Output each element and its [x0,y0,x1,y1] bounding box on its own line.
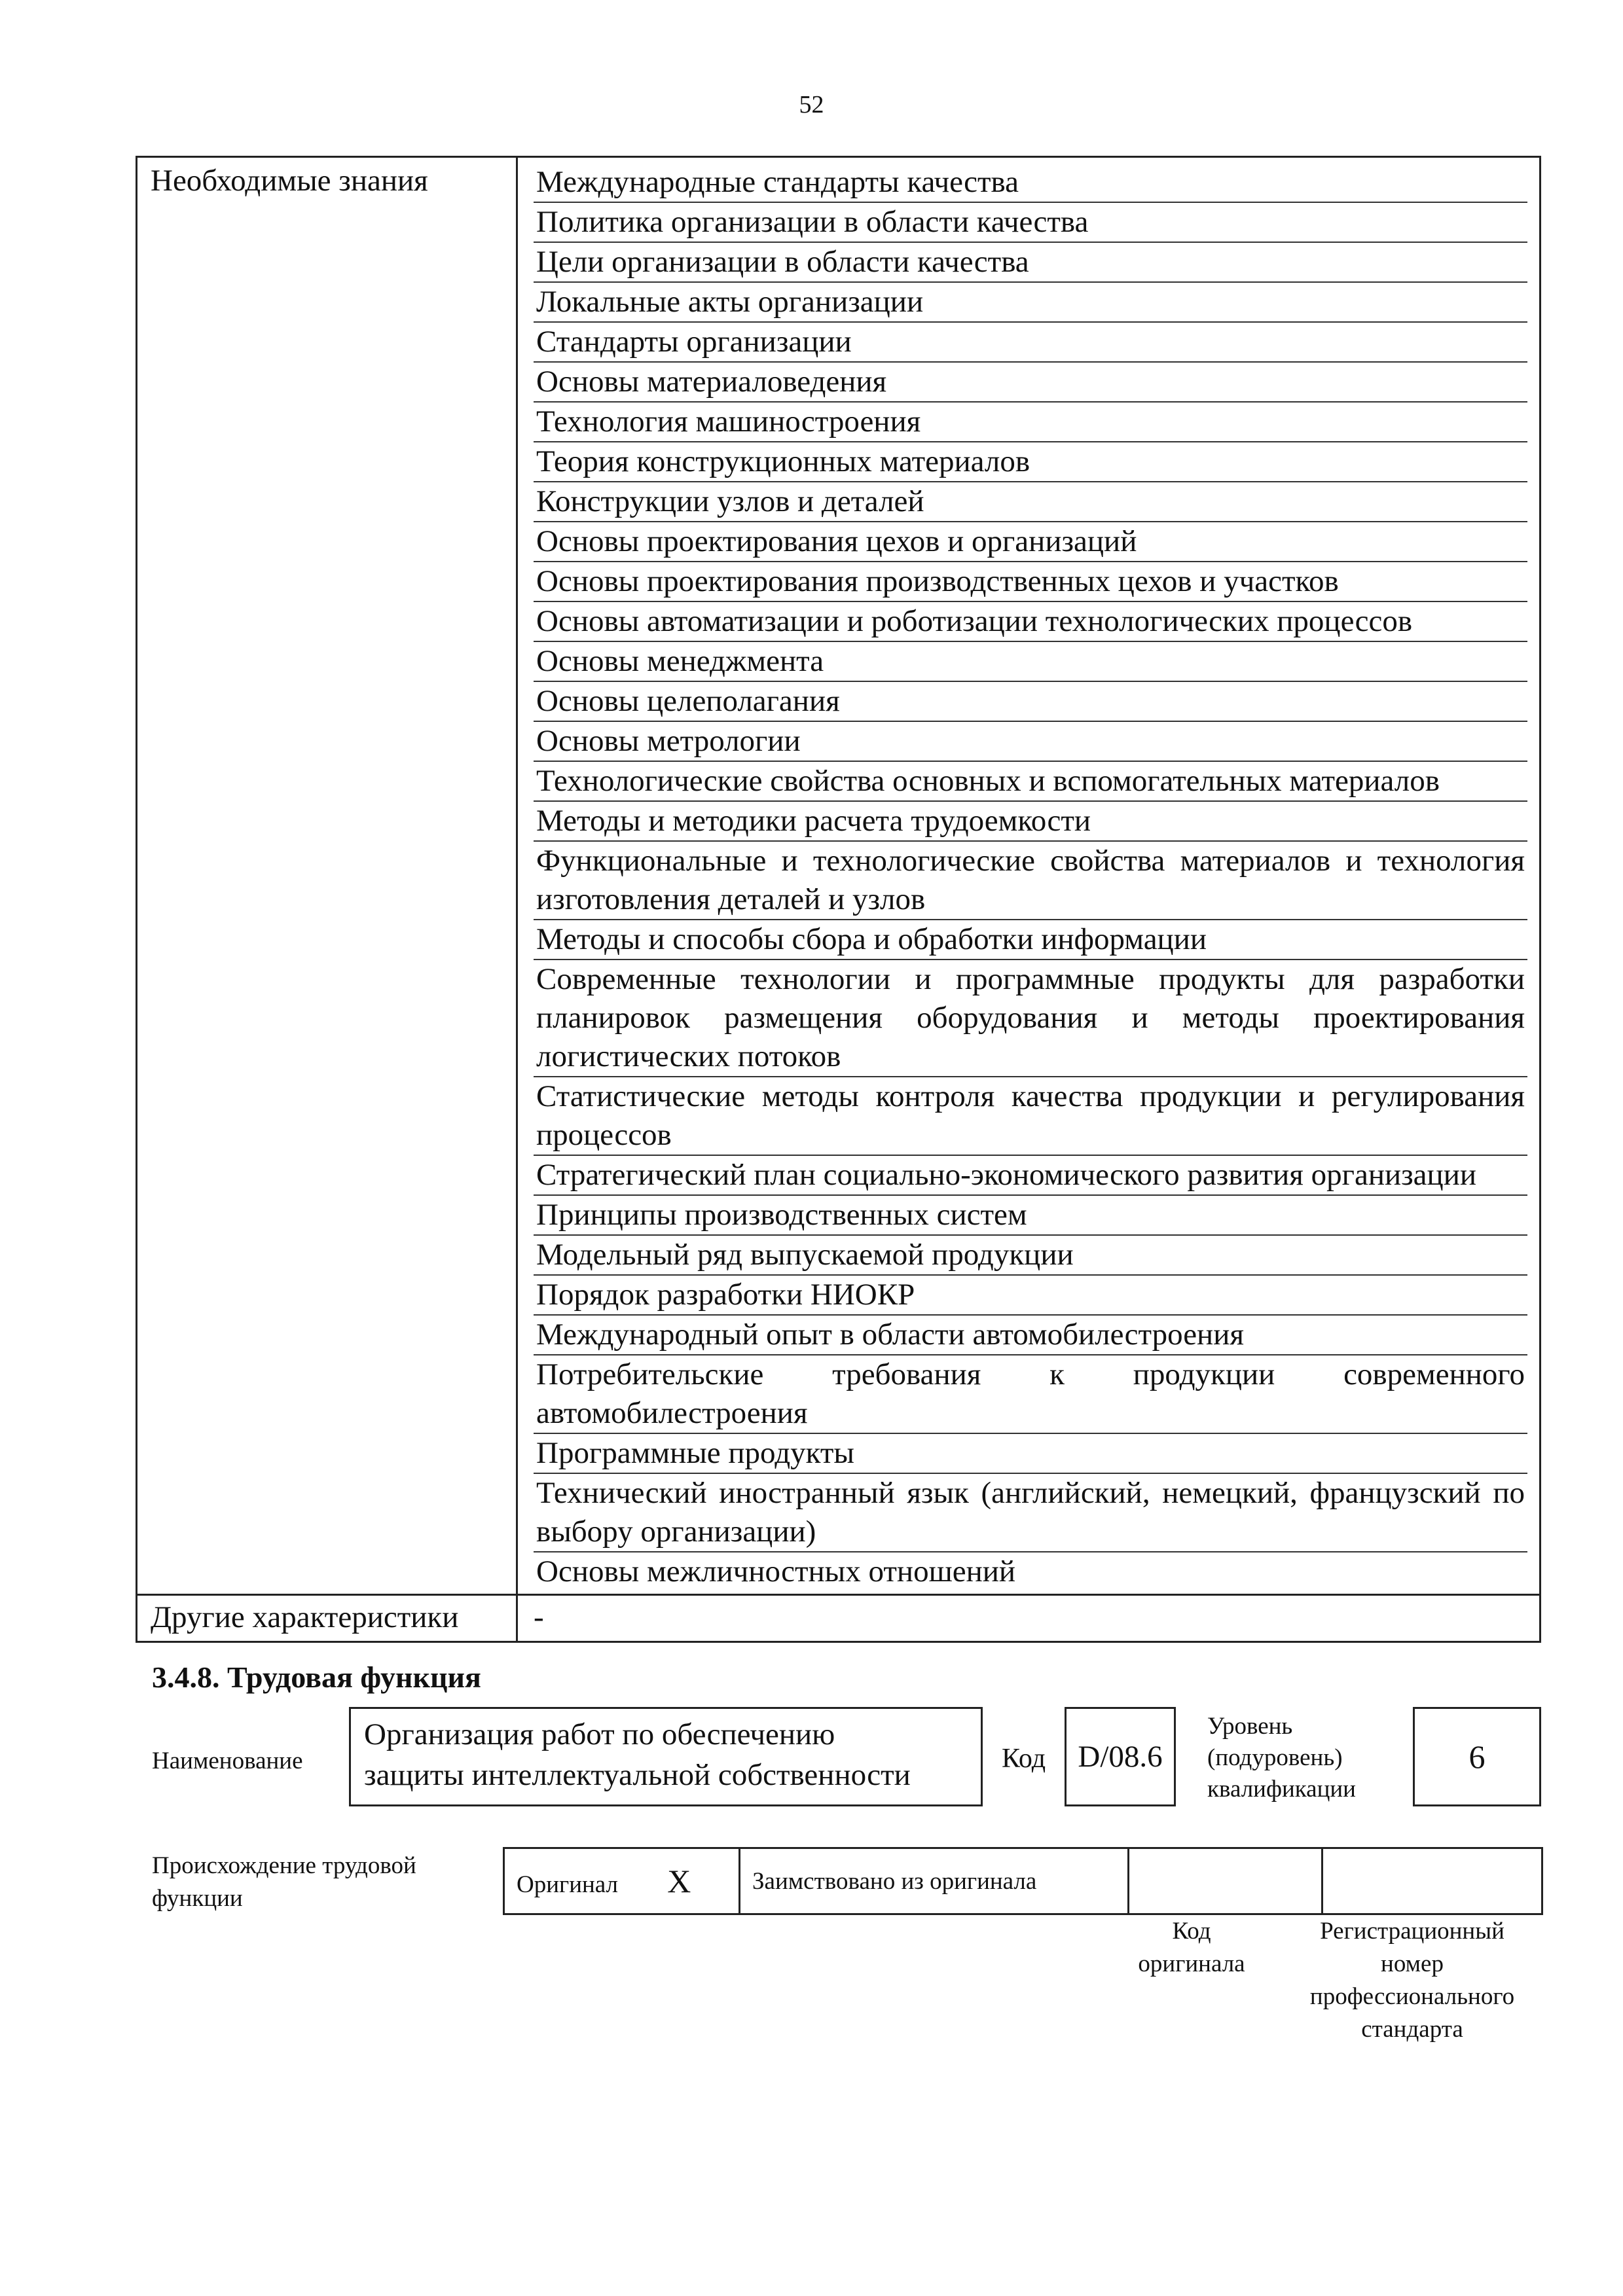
name-label: Наименование [152,1748,303,1774]
knowledge-item: Конструкции узлов и деталей [534,482,1527,522]
level-value: 6 [1413,1707,1541,1806]
knowledge-item: Теория конструкционных материалов [534,442,1527,482]
knowledge-item: Основы проектирования цехов и организаций [534,522,1527,562]
code-caption-line2: оригинала [1138,1950,1245,1977]
knowledge-items [534,163,1527,1591]
original-mark: X [667,1863,691,1899]
knowledge-item: Основы межличностных отношений [536,1554,1016,1588]
page-number: 52 [799,91,824,118]
reg-number-caption [1283,1915,1541,2046]
knowledge-item: Основы целеполагания [534,682,1527,722]
knowledge-item: Функциональные и технологические свойства материалов и технология изготовления деталей и узлов [534,842,1527,920]
knowledge-item: Методы и методики расчета трудоемкости [534,802,1527,842]
knowledge-item: Основы проектирования производственных цехов и участков [534,562,1527,602]
knowledge-item: Основы материаловедения [534,363,1527,403]
function-name-box [349,1707,983,1806]
knowledge-item: Технический иностранный язык (английский, немецкий, французский по выбору организации) [534,1474,1527,1552]
knowledge-item: Технология машиностроения [534,403,1527,442]
reg-caption-line2: номер [1381,1950,1444,1977]
knowledge-item: Политика организации в области качества [534,203,1527,243]
code-original-cell [1129,1848,1322,1914]
other-value: - [517,1595,1541,1642]
section-heading: 3.4.8. Трудовая функция [152,1660,481,1694]
reg-number-cell [1322,1848,1542,1914]
knowledge-item: Стратегический план социально-экономического развития организации [534,1156,1527,1196]
knowledge-item: Международные стандарты качества [534,163,1527,203]
code-label: Код [1002,1744,1046,1774]
level-label-line2: (подуровень) [1207,1744,1343,1771]
original-cell [504,1848,740,1914]
knowledge-item: Локальные акты организации [534,283,1527,323]
origin-table [503,1847,1543,1915]
function-name-line1: Организация работ по обеспечению [364,1717,835,1751]
other-label: Другие характеристики [137,1595,517,1642]
origin-row [504,1848,1542,1914]
reg-caption-line4: стандарта [1361,2016,1463,2043]
knowledge-item: Современные технологии и программные продукты для разработки планировок размещения оборудования и методы проектирования логистических потоков [534,960,1527,1077]
other-row [137,1595,1541,1642]
knowledge-item: Модельный ряд выпускаемой продукции [534,1236,1527,1276]
knowledge-item: Цели организации в области качества [534,243,1527,283]
reg-caption-line1: Регистрационный [1320,1918,1504,1945]
knowledge-item: Порядок разработки НИОКР [534,1276,1527,1316]
knowledge-item: Международный опыт в области автомобилестроения [534,1316,1527,1355]
code-value: D/08.6 [1065,1707,1176,1806]
knowledge-item: Методы и способы сбора и обработки информации [534,920,1527,960]
level-label-line3: квалификации [1207,1776,1356,1803]
code-original-caption [1113,1915,1270,1981]
reg-caption-line3: профессионального [1309,1983,1515,2010]
level-label-line1: Уровень [1207,1713,1293,1740]
borrowed-cell: Заимствовано из оригинала [740,1848,1129,1914]
origin-label [152,1850,416,1915]
original-label: Оригинал [517,1871,619,1898]
knowledge-item: Основы метрологии [534,722,1527,762]
knowledge-item: Основы менеджмента [534,642,1527,682]
knowledge-item: Стандарты организации [534,323,1527,363]
knowledge-item: Потребительские требования к продукции современного автомобилестроения [534,1355,1527,1434]
knowledge-item: Программные продукты [534,1434,1527,1474]
knowledge-list [517,157,1541,1595]
code-caption-line1: Код [1172,1918,1211,1945]
knowledge-item: Технологические свойства основных и вспомогательных материалов [534,762,1527,802]
knowledge-item: Статистические методы контроля качества продукции и регулирования процессов [534,1077,1527,1156]
knowledge-item: Основы автоматизации и роботизации технологических процессов [534,602,1527,642]
knowledge-label: Необходимые знания [137,157,517,1595]
knowledge-item: Принципы производственных систем [534,1196,1527,1236]
knowledge-row [137,157,1541,1595]
origin-label-line2: функции [152,1885,243,1912]
level-label [1207,1711,1356,1805]
function-name-line2: защиты интеллектуальной собственности [364,1758,911,1792]
origin-label-line1: Происхождение трудовой [152,1852,416,1879]
knowledge-table [136,156,1541,1643]
